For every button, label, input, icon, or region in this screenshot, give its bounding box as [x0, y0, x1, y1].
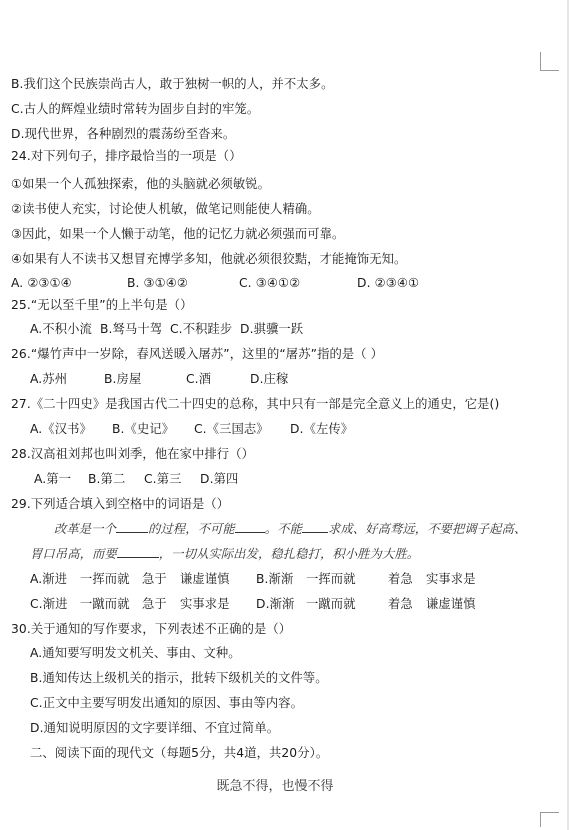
q29-options-row-2: [30, 594, 476, 614]
q26-option-c: C.酒: [186, 372, 212, 386]
passage-text: 改革是一个: [54, 522, 116, 536]
q24-sentence-3: ③因此，如果一个人懒于动笔，他的记忆力就必须强而可靠。: [11, 227, 345, 241]
q28-option-a: A.第一: [34, 472, 72, 486]
option-word: 实事求是: [180, 597, 230, 611]
option-word: 实事求是: [426, 572, 476, 586]
q27-option-d: D.《左传》: [290, 422, 354, 436]
fill-blank-1: [116, 519, 148, 533]
passage-text: 求成、好高骛远，不要把调子起高、: [327, 522, 527, 536]
q24-option-c: C. ③④①②: [239, 276, 301, 290]
q26-options: [30, 369, 288, 389]
q24-options: [11, 273, 419, 293]
q30-option-b: B.通知传达上级机关的指示，批转下级机关的文件等。: [30, 671, 328, 685]
page-edge: [567, 0, 569, 830]
q29-passage-line-1: [54, 519, 526, 539]
q26-option-d: D.庄稼: [250, 372, 289, 386]
fill-blank-3: [302, 519, 328, 533]
crop-mark-top-right: [540, 52, 559, 71]
q24-option-d: D. ②③④①: [357, 276, 420, 290]
reading-passage-title: 既急不得，也慢不得: [216, 779, 334, 794]
passage-text: 胃口吊高，而要: [30, 547, 117, 561]
question-27: 27.《二十四史》是我国古代二十四史的总称，其中只有一部是完全意义上的通史，它是(): [11, 397, 500, 411]
option-word: 一蹴而就: [80, 597, 130, 611]
q29-passage-line-2: [30, 544, 419, 564]
option-word: 一挥而就: [306, 572, 356, 586]
passage-text: 的过程，不可能: [148, 522, 235, 536]
q24-sentence-2: ②读书使人充实，讨论使人机敏，做笔记则能使人精确。: [11, 202, 320, 216]
q28-option-d: D.第四: [200, 472, 239, 486]
question-30: 30.关于通知的写作要求，下列表述不正确的是（）: [11, 622, 292, 636]
q23-option-c: C.古人的辉煌业绩时常转为固步自封的牢笼。: [11, 102, 260, 116]
q25-option-c: C.不积跬步: [170, 322, 233, 336]
q29-option-c: C.渐进: [30, 597, 68, 611]
q26-option-b: B.房屋: [104, 372, 142, 386]
q25-option-d: D.骐骥一跃: [240, 322, 304, 336]
question-25: 25.“无以至千里”的上半句是（）: [11, 298, 193, 312]
option-word: 一挥而就: [80, 572, 130, 586]
option-word: 急于: [142, 597, 167, 611]
option-word: 谦虚谨慎: [426, 597, 476, 611]
passage-text: 。不能: [264, 522, 302, 536]
option-word: 急于: [142, 572, 167, 586]
q29-option-a: A.渐进: [30, 572, 68, 586]
q30-option-d: D.通知说明原因的文字要详细、不宜过简单。: [30, 721, 280, 735]
q28-options: [34, 469, 238, 489]
section-2-heading: 二、阅读下面的现代文（每题5分，共4道，共20分）。: [30, 746, 329, 760]
q27-option-c: C.《三国志》: [194, 422, 269, 436]
crop-mark-bottom-right: [540, 812, 559, 827]
q30-option-a: A.通知要写明发文机关、事由、文种。: [30, 646, 241, 660]
question-28: 28.汉高祖刘邦也叫刘季，他在家中排行（）: [11, 447, 255, 461]
q23-option-b: B.我们这个民族崇尚古人，敢于独树一帜的人，并不太多。: [11, 77, 334, 91]
q27-options: [30, 419, 353, 439]
option-word: 着急: [388, 597, 413, 611]
question-24: 24.对下列句子，排序最恰当的一项是（）: [11, 149, 242, 163]
q26-option-a: A.苏州: [30, 372, 68, 386]
q24-option-b: B. ③①④②: [127, 276, 189, 290]
q29-option-d: D.渐渐: [256, 597, 295, 611]
q30-option-c: C.正文中主要写明发出通知的原因、事由等内容。: [30, 696, 304, 710]
fill-blank-4: [117, 544, 159, 558]
q25-option-a: A.不积小流: [30, 322, 92, 336]
q27-option-b: B.《史记》: [112, 422, 175, 436]
option-word: 着急: [388, 572, 413, 586]
option-word: 谦虚谨慎: [180, 572, 230, 586]
question-29: 29.下列适合填入到空格中的词语是（）: [11, 497, 230, 511]
q25-option-b: B.驽马十驾: [100, 322, 163, 336]
q28-option-b: B.第二: [88, 472, 126, 486]
q24-option-a: A. ②③①④: [11, 276, 72, 290]
option-word: 一蹴而就: [306, 597, 356, 611]
q29-option-b: B.渐渐: [256, 572, 294, 586]
q24-sentence-1: ①如果一个人孤独探索，他的头脑就必须敏锐。: [11, 177, 271, 191]
q28-option-c: C.第三: [144, 472, 182, 486]
q27-option-a: A.《汉书》: [30, 422, 92, 436]
fill-blank-2: [235, 519, 265, 533]
q25-options: [30, 319, 303, 339]
q23-option-d: D.现代世界，各种剧烈的震荡纷至沓来。: [11, 127, 236, 141]
q24-sentence-4: ④如果有人不读书又想冒充博学多知，他就必须很狡黠，才能掩饰无知。: [11, 252, 407, 266]
q29-options-row-1: [30, 569, 476, 589]
question-26: 26.“爆竹声中一岁除，春风送暖入屠苏”，这里的“屠苏”指的是（ ）: [11, 347, 384, 361]
passage-text: ，一切从实际出发，稳扎稳打，积小胜为大胜。: [158, 547, 420, 561]
